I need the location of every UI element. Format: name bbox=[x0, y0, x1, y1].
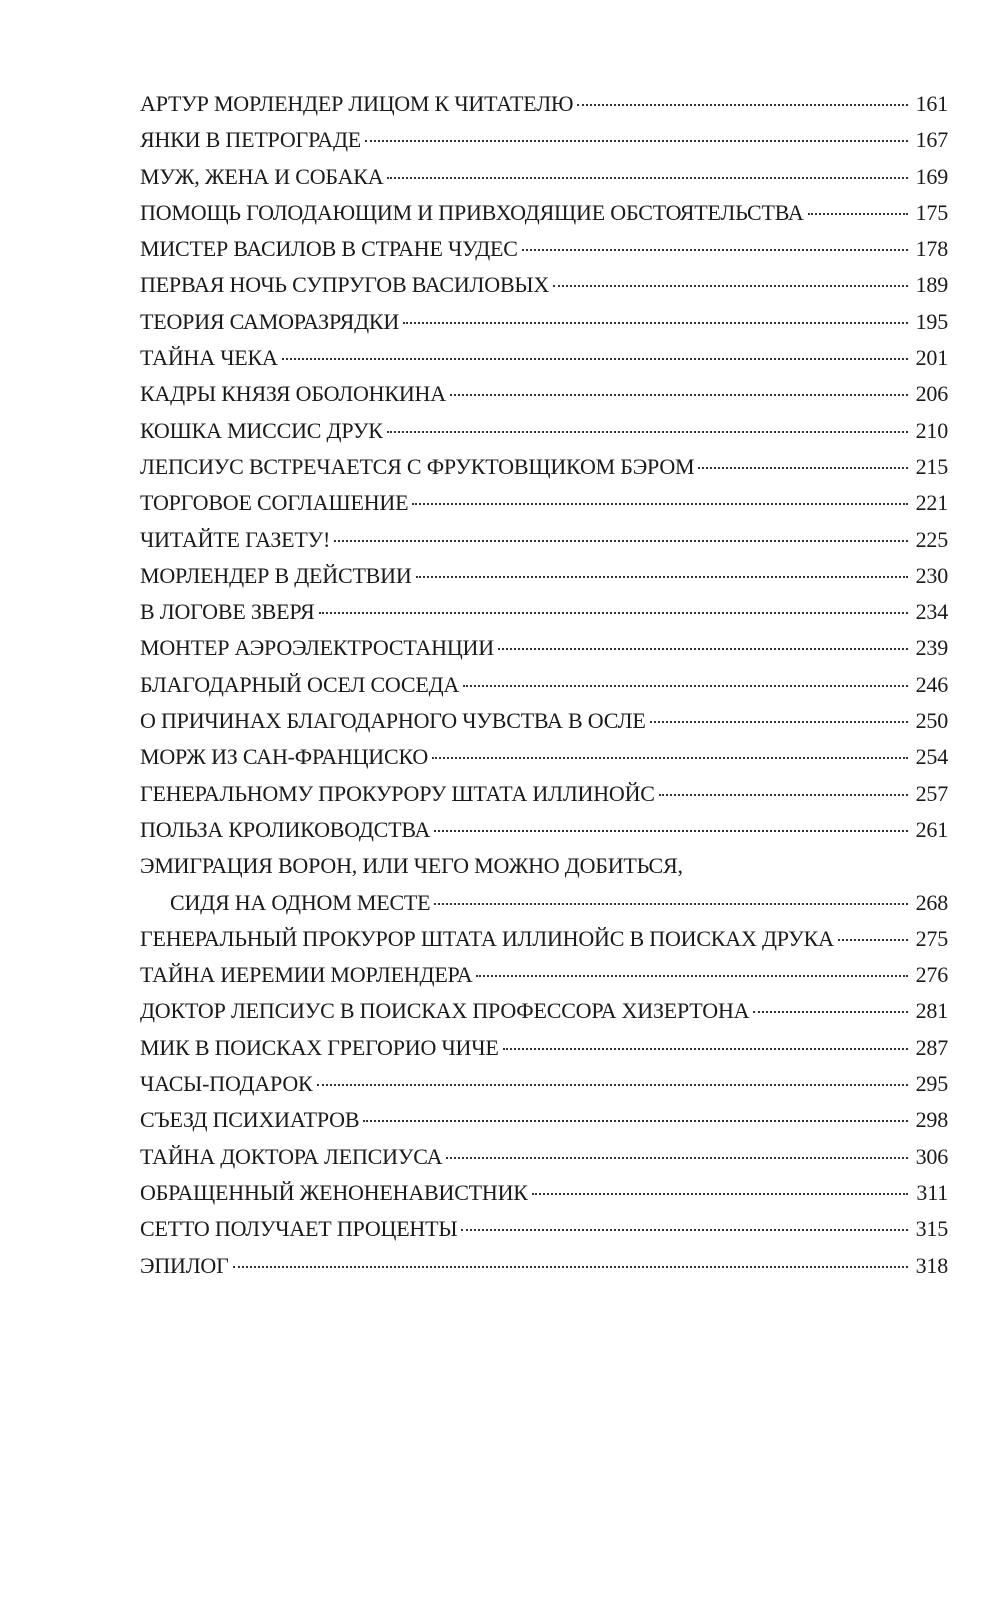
dot-leader bbox=[434, 815, 908, 837]
toc-entry-page: 215 bbox=[915, 453, 948, 479]
toc-entry bbox=[140, 522, 948, 558]
toc-entry-page: 295 bbox=[915, 1071, 948, 1097]
toc-entry-page: 234 bbox=[915, 599, 948, 625]
dot-leader bbox=[553, 270, 908, 292]
dot-leader bbox=[808, 198, 908, 220]
toc-entry-title: ТАЙНА ДОКТОРА ЛЕПСИУСА bbox=[140, 1143, 443, 1169]
toc-entry-page: 221 bbox=[915, 490, 948, 516]
dot-leader bbox=[461, 1214, 908, 1236]
toc-entry-page: 276 bbox=[915, 962, 948, 988]
toc-entry-title: КОШКА МИССИС ДРУК bbox=[140, 417, 383, 443]
dot-leader bbox=[838, 924, 908, 946]
toc-entry-continuation bbox=[140, 885, 948, 921]
toc-entry bbox=[140, 848, 948, 884]
toc-entry-page: 275 bbox=[915, 925, 948, 951]
toc-entry-page: 315 bbox=[915, 1216, 948, 1242]
toc-entry bbox=[140, 449, 948, 485]
toc-entry-page: 195 bbox=[915, 308, 948, 334]
toc-entry-page: 225 bbox=[915, 526, 948, 552]
dot-leader bbox=[446, 1142, 908, 1164]
toc-entry bbox=[140, 739, 948, 775]
toc-entry bbox=[140, 1175, 948, 1211]
toc-entry-page: 169 bbox=[915, 163, 948, 189]
toc-entry bbox=[140, 485, 948, 521]
toc-entry-title: ПЕРВАЯ НОЧЬ СУПРУГОВ ВАСИЛОВЫХ bbox=[140, 272, 550, 298]
toc-entry bbox=[140, 1211, 948, 1247]
toc-entry bbox=[140, 1102, 948, 1138]
toc-entry-title: МОРЖ ИЗ САН-ФРАНЦИСКО bbox=[140, 744, 429, 770]
toc-entry-title: ГЕНЕРАЛЬНОМУ ПРОКУРОРУ ШТАТА ИЛЛИНОЙС bbox=[140, 780, 655, 806]
toc-entry-title: ЧИТАЙТЕ ГАЗЕТУ! bbox=[140, 526, 331, 552]
toc-entry bbox=[140, 957, 948, 993]
toc-entry-page: 178 bbox=[915, 236, 948, 262]
toc-entry-page: 311 bbox=[916, 1179, 948, 1205]
dot-leader bbox=[412, 488, 908, 510]
toc-entry-title: ЧАСЫ-ПОДАРОК bbox=[140, 1071, 313, 1097]
toc-entry-title: В ЛОГОВЕ ЗВЕРЯ bbox=[140, 599, 315, 625]
toc-entry-title: СИДЯ НА ОДНОМ МЕСТЕ bbox=[170, 889, 431, 915]
table-of-contents bbox=[140, 86, 948, 1284]
toc-entry bbox=[140, 413, 948, 449]
toc-entry-page: 161 bbox=[915, 91, 948, 116]
toc-entry bbox=[140, 86, 948, 122]
toc-entry-title: ТАЙНА ИЕРЕМИИ МОРЛЕНДЕРА bbox=[140, 962, 473, 988]
dot-leader bbox=[434, 888, 908, 910]
toc-entry-page: 287 bbox=[915, 1034, 948, 1060]
toc-entry bbox=[140, 1248, 948, 1284]
dot-leader bbox=[334, 525, 908, 547]
toc-entry-page: 318 bbox=[915, 1252, 948, 1278]
dot-leader bbox=[387, 162, 908, 184]
toc-entry-page: 230 bbox=[915, 562, 948, 588]
toc-entry-title: МОНТЕР АЭРОЭЛЕКТРОСТАНЦИИ bbox=[140, 635, 494, 661]
toc-entry-title: ЯНКИ В ПЕТРОГРАДЕ bbox=[140, 127, 362, 153]
toc-entry-title: О ПРИЧИНАХ БЛАГОДАРНОГО ЧУВСТВА В ОСЛЕ bbox=[140, 708, 646, 734]
toc-entry bbox=[140, 267, 948, 303]
toc-entry-title: ДОКТОР ЛЕПСИУС В ПОИСКАХ ПРОФЕССОРА ХИЗЕРТОНА bbox=[140, 998, 750, 1024]
toc-entry-page: 306 bbox=[915, 1143, 948, 1169]
toc-entry-title: ЛЕПСИУС ВСТРЕЧАЕТСЯ С ФРУКТОВЩИКОМ БЭРОМ bbox=[140, 453, 695, 479]
toc-entry bbox=[140, 667, 948, 703]
toc-entry-page: 167 bbox=[915, 127, 948, 153]
toc-entry-page: 189 bbox=[915, 272, 948, 298]
toc-entry-page: 201 bbox=[915, 345, 948, 371]
toc-entry bbox=[140, 340, 948, 376]
toc-entry bbox=[140, 993, 948, 1029]
toc-entry-title: ТЕОРИЯ САМОРАЗРЯДКИ bbox=[140, 308, 400, 334]
dot-leader bbox=[522, 234, 908, 256]
toc-entry bbox=[140, 304, 948, 340]
toc-entry-title: ПОМОЩЬ ГОЛОДАЮЩИМ И ПРИВХОДЯЩИЕ ОБСТОЯТЕЛЬСТВА bbox=[140, 199, 804, 225]
toc-entry-title: МУЖ, ЖЕНА И СОБАКА bbox=[140, 163, 384, 189]
toc-entry bbox=[140, 376, 948, 412]
dot-leader bbox=[416, 561, 908, 583]
toc-entry-page: 206 bbox=[915, 381, 948, 407]
toc-entry-page: 298 bbox=[915, 1107, 948, 1133]
dot-leader bbox=[282, 343, 908, 365]
toc-entry-page: 250 bbox=[915, 708, 948, 734]
toc-entry bbox=[140, 1139, 948, 1175]
toc-entry-page: 210 bbox=[915, 417, 948, 443]
toc-entry bbox=[140, 195, 948, 231]
dot-leader bbox=[753, 996, 908, 1018]
dot-leader bbox=[450, 379, 908, 401]
toc-entry-title: МОРЛЕНДЕР В ДЕЙСТВИИ bbox=[140, 562, 412, 588]
toc-entry-page: 246 bbox=[915, 671, 948, 697]
toc-entry-title: СЪЕЗД ПСИХИАТРОВ bbox=[140, 1107, 360, 1133]
toc-entry bbox=[140, 921, 948, 957]
toc-entry-title: ОБРАЩЕННЫЙ ЖЕНОНЕНАВИСТНИК bbox=[140, 1179, 528, 1205]
toc-entry-title: АРТУР МОРЛЕНДЕР ЛИЦОМ К ЧИТАТЕЛЮ bbox=[140, 91, 574, 116]
toc-entry-title: ТОРГОВОЕ СОГЛАШЕНИЕ bbox=[140, 490, 409, 516]
toc-entry bbox=[140, 122, 948, 158]
toc-entry-title: ГЕНЕРАЛЬНЫЙ ПРОКУРОР ШТАТА ИЛЛИНОЙС В ПОИСКАХ ДРУКА bbox=[140, 925, 834, 951]
toc-entry bbox=[140, 1030, 948, 1066]
dot-leader bbox=[577, 89, 908, 111]
toc-entry-page: 261 bbox=[915, 816, 948, 842]
dot-leader bbox=[403, 307, 908, 329]
dot-leader bbox=[498, 633, 908, 655]
dot-leader bbox=[365, 125, 908, 147]
toc-entry-page: 268 bbox=[915, 889, 948, 915]
dot-leader bbox=[363, 1105, 908, 1127]
toc-entry bbox=[140, 812, 948, 848]
dot-leader bbox=[698, 452, 908, 474]
toc-entry-page: 254 bbox=[915, 744, 948, 770]
dot-leader bbox=[432, 742, 908, 764]
dot-leader bbox=[319, 597, 908, 619]
toc-entry-title: ТАЙНА ЧЕКА bbox=[140, 345, 278, 371]
toc-entry-title: МИК В ПОИСКАХ ГРЕГОРИО ЧИЧЕ bbox=[140, 1034, 499, 1060]
toc-entry bbox=[140, 558, 948, 594]
dot-leader bbox=[463, 670, 908, 692]
toc-entry bbox=[140, 776, 948, 812]
toc-entry-title: БЛАГОДАРНЫЙ ОСЕЛ СОСЕДА bbox=[140, 671, 460, 697]
dot-leader bbox=[387, 416, 908, 438]
dot-leader bbox=[233, 1251, 908, 1273]
toc-entry-title: КАДРЫ КНЯЗЯ ОБОЛОНКИНА bbox=[140, 381, 446, 407]
toc-entry-title: МИСТЕР ВАСИЛОВ В СТРАНЕ ЧУДЕС bbox=[140, 236, 518, 262]
toc-entry bbox=[140, 159, 948, 195]
toc-entry bbox=[140, 630, 948, 666]
toc-entry-page: 257 bbox=[915, 780, 948, 806]
toc-entry-page: 239 bbox=[915, 635, 948, 661]
toc-entry-page: 281 bbox=[915, 998, 948, 1024]
dot-leader bbox=[532, 1178, 908, 1200]
toc-entry-title: СЕТТО ПОЛУЧАЕТ ПРОЦЕНТЫ bbox=[140, 1216, 458, 1242]
toc-entry-title: ЭПИЛОГ bbox=[140, 1252, 229, 1278]
toc-entry-title: ПОЛЬЗА КРОЛИКОВОДСТВА bbox=[140, 816, 431, 842]
dot-leader bbox=[503, 1033, 908, 1055]
dot-leader bbox=[650, 706, 908, 728]
toc-entry bbox=[140, 594, 948, 630]
toc-entry-page: 175 bbox=[915, 199, 948, 225]
toc-entry-title: ЭМИГРАЦИЯ ВОРОН, ИЛИ ЧЕГО МОЖНО ДОБИТЬСЯ, bbox=[140, 853, 683, 879]
toc-entry bbox=[140, 1066, 948, 1102]
toc-entry bbox=[140, 231, 948, 267]
toc-entry bbox=[140, 703, 948, 739]
dot-leader bbox=[476, 960, 908, 982]
dot-leader bbox=[659, 779, 908, 801]
dot-leader bbox=[317, 1069, 908, 1091]
